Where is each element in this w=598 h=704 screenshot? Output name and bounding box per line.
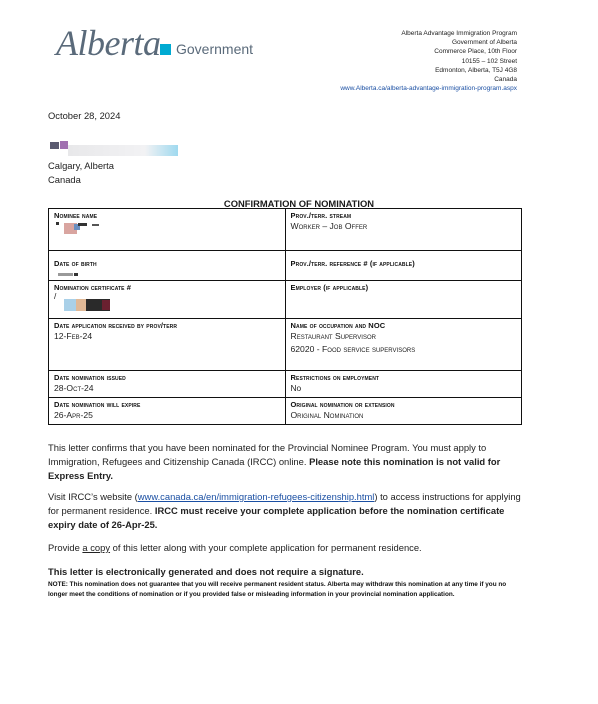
restrictions-value: No <box>290 383 302 393</box>
address-line: Alberta Advantage Immigration Program <box>401 30 517 37</box>
address-line: Canada <box>494 76 517 84</box>
address-line: Government of Alberta <box>451 39 517 47</box>
stream-cell <box>285 209 522 251</box>
expire-value: 26-Apr-25 <box>54 410 93 420</box>
paragraph-provide-copy <box>48 541 522 555</box>
occupation-label: Name of occupation and NOC <box>290 321 386 330</box>
p3-pre-text: Provide <box>48 542 80 553</box>
occupation-cell <box>285 319 522 371</box>
redacted-block <box>60 141 68 149</box>
original-label: Original nomination or extension <box>290 400 395 409</box>
issued-label: Date nomination issued <box>54 373 126 382</box>
employer-label: Employer (if applicable) <box>290 283 369 292</box>
noc-value: 62020 - Food service supervisors <box>290 344 416 354</box>
address-line: Edmonton, Alberta, T5J 4G8 <box>435 66 517 74</box>
employer-cell <box>285 281 522 319</box>
reference-cell <box>285 251 522 281</box>
p1-text: This letter confirms that you have been nominated for the Provincial Nominee Program. You must apply to Immigration, Refugees and Citizenship Canada (IRCC) online. <box>48 442 487 467</box>
received-label: Date application received by prov/terr <box>54 321 178 330</box>
address-line: 10155 – 102 Street <box>461 57 517 65</box>
original-cell <box>285 398 522 425</box>
nominee-name-label: Nominee name <box>54 211 98 220</box>
certificate-cell <box>49 281 286 319</box>
paragraph-ircc-instructions <box>48 490 522 532</box>
nomination-table <box>48 208 522 425</box>
issued-cell <box>49 371 286 398</box>
stream-label: Prov./terr. stream <box>290 211 352 220</box>
nominee-name-cell <box>49 209 286 251</box>
issued-value: 28-Oct-24 <box>54 383 94 393</box>
electronic-signature-notice: This letter is electronically generated and does not require a signature. <box>48 566 364 577</box>
received-value: 12-Feb-24 <box>54 331 93 341</box>
recipient-country: Canada <box>48 174 81 185</box>
letter-date: October 28, 2024 <box>48 110 121 121</box>
logo-square-icon <box>160 44 171 55</box>
dob-cell <box>49 251 286 281</box>
p2-pre-text: Visit IRCC’s website ( <box>48 491 138 502</box>
note-text: This nomination does not guarantee that you will receive permanent resident status. Alberta may withdraw this nomination at any time if you no longer meet the conditions of nomination or if you provided false or misleading information in your provincial nomination application. <box>48 581 507 598</box>
redacted-block <box>68 145 178 156</box>
restrictions-cell <box>285 371 522 398</box>
address-line: Commerce Place, 10th Floor <box>434 48 517 56</box>
redacted-name <box>54 220 280 236</box>
p2-post-text: ) to access instructions for applying for permanent residence. <box>48 491 521 516</box>
note-paragraph <box>48 580 524 600</box>
alberta-logo-wordmark: Alberta <box>56 23 161 63</box>
program-website-link[interactable]: www.Alberta.ca/alberta-advantage-immigration-program.aspx <box>340 85 517 93</box>
recipient-city: Calgary, Alberta <box>48 160 115 171</box>
received-cell <box>49 319 286 371</box>
reference-label: Prov./terr. reference # (if applicable) <box>290 259 415 268</box>
original-value: Original Nomination <box>290 410 364 420</box>
redacted-dob <box>54 268 280 276</box>
ircc-website-link[interactable]: www.canada.ca/en/immigration-refugees-citizenship.html <box>137 491 375 502</box>
certificate-label: Nomination certificate # <box>54 283 132 292</box>
p1-bold-text: Please note this nomination is not valid for Express Entry. <box>48 456 501 481</box>
paragraph-nomination-confirmation <box>48 441 522 483</box>
redacted-block <box>50 142 59 149</box>
logo-government-text: Government <box>176 41 254 57</box>
redacted-certificate <box>54 292 280 314</box>
copy-link[interactable]: a copy <box>82 542 111 553</box>
certificate-prefix: / <box>54 291 57 301</box>
stream-value: Worker – Job Offer <box>290 221 368 231</box>
expire-label: Date nomination will expire <box>54 400 141 409</box>
dob-label: Date of birth <box>54 259 97 268</box>
occupation-value: Restaurant Supervisor <box>290 331 376 341</box>
table-title: CONFIRMATION OF NOMINATION <box>223 198 375 209</box>
p2-bold-text: IRCC must receive your complete application before the nomination certificate expiry date of 26-Apr-25. <box>48 505 505 530</box>
p3-post-text: of this letter along with your complete application for permanent residence. <box>112 542 422 553</box>
return-address <box>340 29 517 93</box>
restrictions-label: Restrictions on employment <box>290 373 380 382</box>
note-label: NOTE: <box>48 581 68 588</box>
expire-cell <box>49 398 286 425</box>
